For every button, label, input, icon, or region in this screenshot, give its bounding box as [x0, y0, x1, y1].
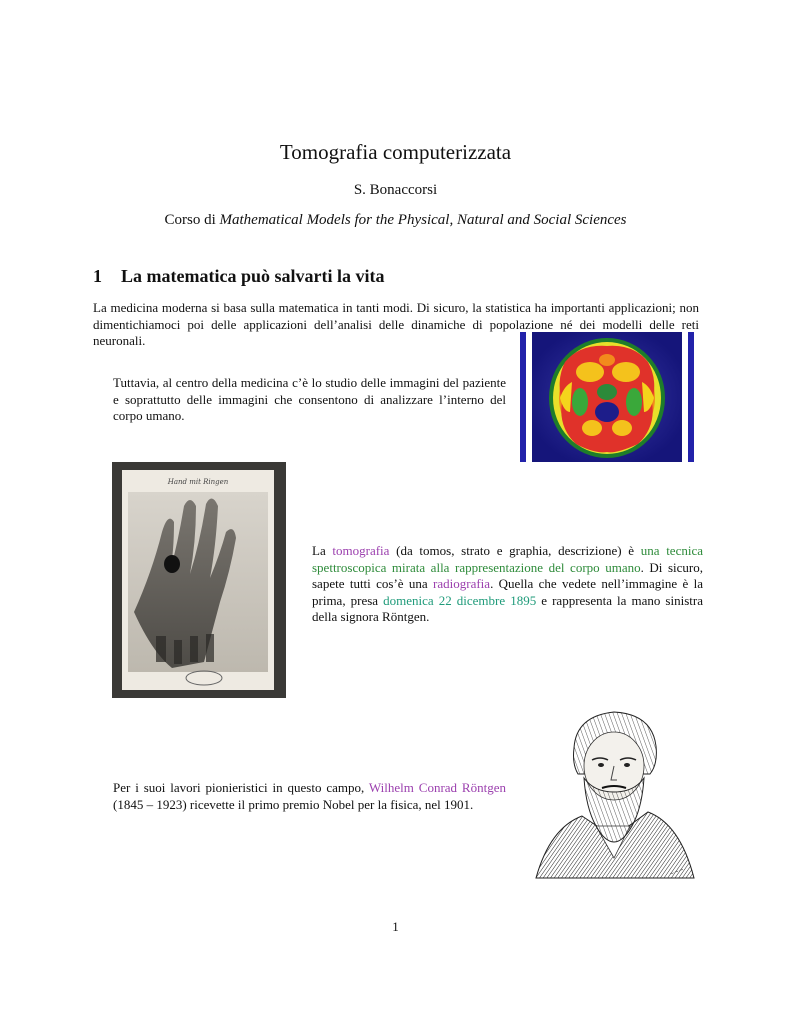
link-tecnica-spettroscopica[interactable]: una tecnica spettroscopica mirata alla rappresentazione del corpo umano — [312, 543, 703, 575]
section-number: 1 — [93, 266, 102, 286]
brain-scan-image — [520, 332, 694, 462]
roentgen-portrait-image — [530, 708, 698, 886]
paragraph-nobel — [113, 780, 506, 813]
svg-text:~~~: ~~~ — [668, 866, 685, 878]
page-number: 1 — [392, 919, 399, 934]
p3-text-5: e rappresenta la mano sinistra della signora Röntgen. — [312, 592, 703, 624]
p3-text-4: . Quella che vedete nell’immagine è la prima, presa — [312, 576, 703, 608]
p4-text-2: (1845 – 1923) ricevette il primo premio Nobel per la fisica, nel 1901. — [113, 796, 474, 812]
document-title: Tomografia computerizzata — [279, 140, 512, 164]
section-title: La matematica può salvarti la vita — [121, 266, 385, 286]
section-heading — [93, 266, 384, 287]
course-line — [0, 212, 791, 229]
course-name: Mathematical Models for the Physical, Natural and Social Sciences — [219, 212, 627, 228]
link-tomografia[interactable]: tomografia — [332, 543, 390, 558]
p3-text-1: La — [312, 543, 333, 558]
p3-text-3: . Di sicuro, sapete tutti cos’è una — [312, 559, 703, 591]
document-author: S. Bonaccorsi — [353, 182, 438, 198]
xray-hand-image — [112, 462, 286, 698]
paragraph-intro: La medicina moderna si basa sulla matematica in tanti modi. Di sicuro, la statistica ha importanti applicazioni; non dimentichiamoci poi delle applicazioni dell’analisi delle dinamiche di popolazione né dei modelli delle reti neuronali. — [93, 300, 699, 348]
p3-text-2: (da tomos, strato e graphia, descrizione) è — [389, 543, 641, 558]
link-date[interactable]: domenica 22 dicembre 1895 — [383, 592, 537, 608]
xray-caption: Hand mit Ringen — [167, 478, 229, 486]
link-radiografia[interactable]: radiografia — [433, 576, 491, 591]
course-prefix: Corso di — [164, 212, 220, 228]
paragraph-images: Tuttavia, al centro della medicina c’è lo studio delle immagini del paziente e soprattutto delle immagini che consentono di analizzare l’interno del corpo umano. — [113, 375, 506, 423]
link-roentgen[interactable]: Wilhelm Conrad Röntgen — [368, 780, 506, 795]
p4-text-1: Per i suoi lavori pionieristici in questo campo, — [113, 780, 369, 795]
paragraph-tomography — [312, 543, 703, 626]
